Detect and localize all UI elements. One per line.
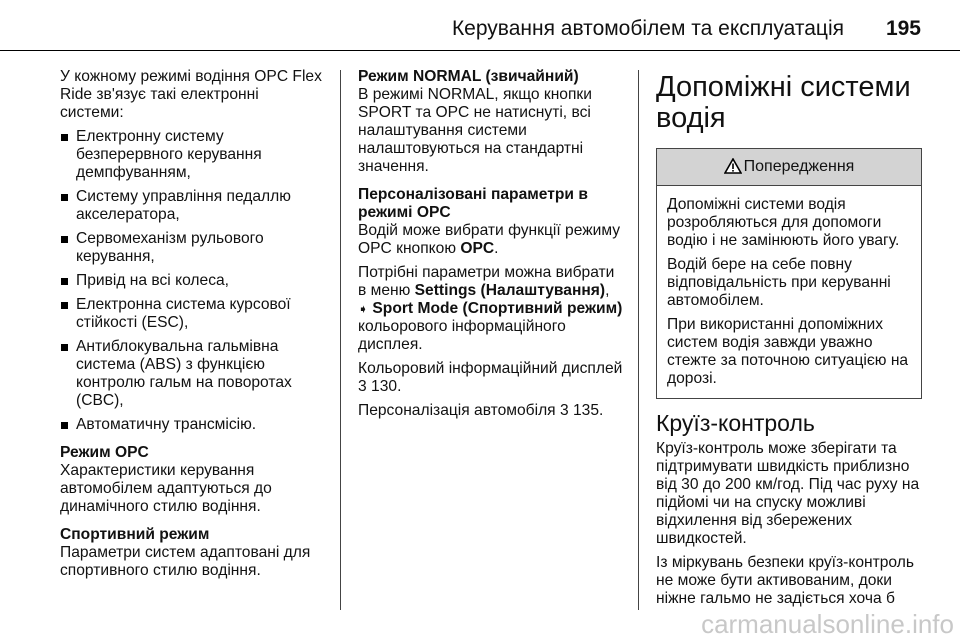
warning-box	[656, 148, 922, 399]
section-title: Допоміжні системи водія	[656, 71, 911, 134]
list-item: Систему управління педаллю акселератора,	[60, 188, 322, 224]
column-divider	[340, 70, 341, 610]
menu-arrow-icon: ➧	[358, 302, 369, 316]
list-item: Автоматичну трансмісію.	[60, 416, 322, 434]
warning-paragraph: При використанні допоміжних систем водія завжди уважно стежте за поточною ситуацією на дорозі.	[667, 316, 909, 387]
header-divider	[0, 50, 960, 51]
warning-paragraph: Допоміжні системи водія розробляються для допомоги водію і не замінюють його увагу.	[667, 196, 900, 249]
normal-mode-text: В режимі NORMAL, якщо кнопки SPORT та OPC не натиснуті, всі налаштування системи налаштовуються на стандартні значення.	[358, 86, 592, 175]
page-ref-icon: 3	[358, 378, 367, 395]
warning-title: Попередження	[743, 158, 855, 175]
page-number: 195	[885, 17, 921, 40]
page-header	[0, 0, 960, 50]
cruise-control-title: Круїз-контроль	[656, 410, 815, 436]
column-left	[60, 68, 322, 586]
warning-body	[657, 186, 921, 398]
opc-mode-text: Характеристики керування автомобілем адаптуються до динамічного стилю водіння.	[60, 462, 272, 515]
column-divider	[638, 70, 639, 610]
personalization-reference: Персоналізація автомобіля 3 135.	[358, 402, 604, 419]
normal-mode-heading: Режим NORMAL (звичайний)	[358, 68, 579, 85]
list-item: Антиблокувальна гальмівна система (ABS) з функцією контролю гальм на поворотах (CBC),	[60, 338, 322, 410]
watermark: carmanualsonline.info	[701, 609, 954, 639]
display-ref-page[interactable]: 130	[371, 378, 398, 395]
sport-mode-text: Параметри систем адаптовані для спортивного стилю водіння.	[60, 544, 311, 579]
custom-settings-text: Водій може вибрати функції режиму OPC кнопкою OPC.	[358, 222, 621, 257]
menu-path-text: Потрібні параметри можна вибрати в меню Settings (Налаштування), ➧ Sport Mode (Спортивний режим) кольорового інформаційного дисплея.	[358, 264, 623, 353]
page-ref-icon: 3	[559, 402, 569, 419]
personal-ref-page[interactable]: 135	[573, 402, 600, 419]
opc-mode-heading: Режим OPC	[60, 444, 149, 461]
settings-menu-label: Settings (Налаштування)	[414, 282, 606, 299]
list-item: Електронна система курсової стійкості (ESC),	[60, 296, 322, 332]
cruise-paragraph: Круїз-контроль може зберігати та підтримувати швидкість приблизно від 30 до 200 км/год. Під час руху на підйомі чи на спуску можливі відхилення від збережених швидкостей.	[656, 440, 920, 547]
sport-mode-heading: Спортивний режим	[60, 526, 210, 543]
list-item: Сервомеханізм рульового керування,	[60, 230, 322, 266]
column-right	[656, 68, 922, 614]
intro-paragraph: У кожному режимі водіння OPC Flex Ride зв'язує такі електронні системи:	[60, 68, 322, 121]
warning-header	[657, 149, 921, 186]
system-list	[60, 128, 322, 434]
opc-button-label: OPC	[460, 240, 495, 257]
list-item: Електронну систему безперервного керування демпфуванням,	[60, 128, 322, 182]
column-middle	[358, 68, 623, 426]
running-title: Керування автомобілем та експлуатація	[451, 17, 844, 40]
warning-icon	[724, 152, 742, 188]
custom-settings-heading: Персоналізовані параметри в режимі OPC	[358, 186, 588, 221]
warning-paragraph: Водій бере на себе повну відповідальність при керуванні автомобілем.	[667, 256, 891, 309]
list-item: Привід на всі колеса,	[60, 272, 322, 290]
sport-mode-menu-label: Sport Mode (Спортивний режим)	[372, 300, 623, 317]
cruise-paragraph: Із міркувань безпеки круїз-контроль не може бути активованим, доки ніжне гальмо не задіється хоча б	[656, 554, 914, 607]
display-reference: Кольоровий інформаційний дисплей 3 130.	[358, 360, 623, 395]
